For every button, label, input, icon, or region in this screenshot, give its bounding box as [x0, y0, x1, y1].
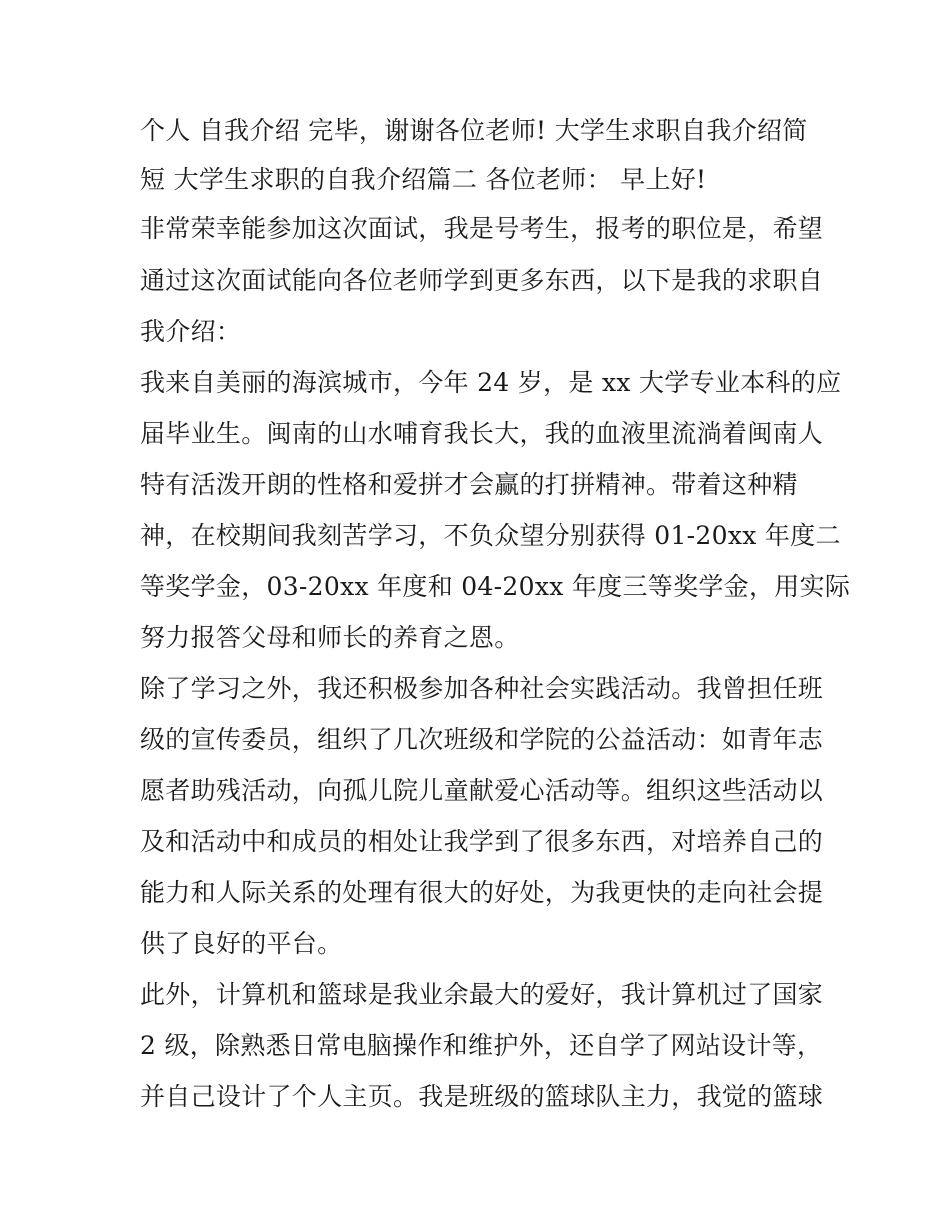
- text-line: 我来自美丽的海滨城市，今年 24 岁，是 xx 大学专业本科的应: [140, 368, 842, 397]
- text-line: 神，在校期间我刻苦学习，不负众望分别获得 01-20xx 年度二: [140, 521, 841, 550]
- text-line: 此外，计算机和篮球是我业余最大的爱好，我计算机过了国家: [140, 980, 824, 1009]
- text-line: 短 大学生求职的自我介绍篇二 各位老师： 早上好!: [140, 165, 707, 194]
- text-line: 特有活泼开朗的性格和爱拼才会赢的打拼精神。带着这种精: [140, 470, 798, 499]
- text-line: 非常荣幸能参加这次面试，我是号考生，报考的职位是，希望: [140, 214, 824, 243]
- text-line: 2 级，除熟悉日常电脑操作和维护外，还自学了网站设计等，: [140, 1031, 823, 1060]
- text-line: 我介绍：: [140, 317, 242, 346]
- text-line: 个人 自我介绍 完毕，谢谢各位老师! 大学生求职自我介绍简: [140, 116, 808, 145]
- text-line: 供了良好的平台。: [140, 929, 343, 958]
- text-line: 能力和人际关系的处理有很大的好处，为我更快的走向社会提: [140, 878, 824, 907]
- text-line: 并自己设计了个人主页。我是班级的篮球队主力，我觉的篮球: [140, 1082, 824, 1111]
- text-line: 届毕业生。闽南的山水哺育我长大，我的血液里流淌着闽南人: [140, 419, 824, 448]
- text-line: 努力报答父母和师长的养育之恩。: [140, 623, 520, 652]
- text-line: 及和活动中和成员的相处让我学到了很多东西，对培养自己的: [140, 827, 824, 856]
- text-line: 级的宣传委员，组织了几次班级和学院的公益活动：如青年志: [140, 725, 824, 754]
- text-line: 通过这次面试能向各位老师学到更多东西，以下是我的求职自: [140, 266, 824, 295]
- text-line: 愿者助残活动，向孤儿院儿童献爱心活动等。组织这些活动以: [140, 776, 824, 805]
- text-line: 除了学习之外，我还积极参加各种社会实践活动。我曾担任班: [140, 674, 824, 703]
- text-line: 等奖学金，03-20xx 年度和 04-20xx 年度三等奖学金，用实际: [140, 572, 851, 601]
